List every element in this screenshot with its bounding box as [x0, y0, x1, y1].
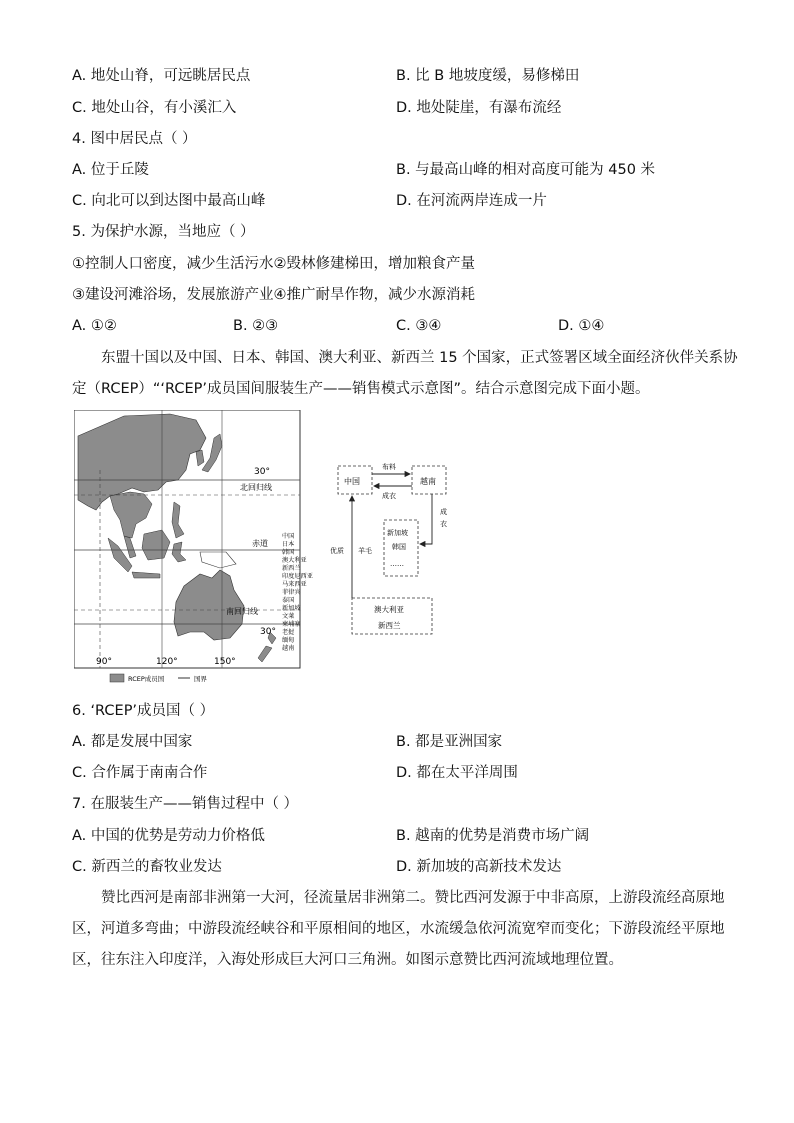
q6-option-d: D. 都在太平洋周围: [396, 765, 518, 781]
quality-label: 优质: [330, 547, 344, 555]
country-name: 老挝: [282, 629, 295, 636]
china-label: 中国: [344, 477, 360, 486]
q4-option-c: C. 向北可以到达图中最高山峰: [72, 193, 266, 209]
q5-stem: 5. 为保护水源，当地应（ ）: [72, 224, 255, 240]
country-name: 马来西亚: [282, 581, 307, 588]
label-tropic-capricorn: 南回归线: [226, 607, 258, 616]
label-lon-120: 120°: [156, 657, 178, 667]
label-lat-30n: 30°: [254, 467, 270, 477]
wool-label: 羊毛: [358, 547, 372, 555]
country-name: 菲律宾: [282, 589, 301, 596]
q6-stem: 6. ‘RCEP’成员国（ ）: [72, 703, 215, 719]
country-name: 新西兰: [282, 565, 301, 572]
legend-member-swatch: [110, 674, 124, 682]
garment-label-1: 成衣: [382, 492, 396, 500]
flow-diagram: [330, 462, 447, 634]
q4-option-a: A. 位于丘陵: [72, 162, 149, 178]
australia-label: 澳大利亚: [374, 605, 404, 614]
country-name: 泰国: [282, 597, 295, 604]
q4-option-b: B. 与最高山峰的相对高度可能为 450 米: [396, 162, 656, 178]
q3-option-b: B. 比 B 地坡度缓，易修梯田: [396, 68, 580, 84]
passage2-line3: 区，往东注入印度洋，入海处形成巨大河口三角洲。如图示意赞比西河流域地理位置。: [72, 952, 623, 968]
q6-option-a: A. 都是发展中国家: [72, 734, 193, 750]
q4-option-d: D. 在河流两岸连成一片: [396, 193, 547, 209]
q6-option-c: C. 合作属于南南合作: [72, 765, 208, 781]
newzealand-label: 新西兰: [378, 621, 401, 630]
q7-option-d: D. 新加坡的高新技术发达: [396, 859, 562, 875]
country-name: 柬埔寨: [282, 621, 301, 628]
label-lat-30s: 30°: [260, 627, 276, 637]
passage1-line2: 定（RCEP）“‘RCEP’成员国间服装生产——销售模式示意图”。结合示意图完成下面小题。: [72, 381, 650, 397]
passage1-line1: 东盟十国以及中国、日本、韩国、澳大利亚、新西兰 15 个国家，正式签署区域全面经济伙伴关系协: [101, 350, 738, 366]
legend-member-label: RCEP成员国: [128, 675, 165, 683]
country-name: 日本: [282, 541, 295, 548]
garment-label-2b: 衣: [440, 520, 447, 528]
label-tropic-cancer: 北回归线: [240, 483, 272, 492]
country-name: 印度尼西亚: [282, 573, 313, 580]
passage2-line2: 区，河道多弯曲；中游段流经峡谷和平原相间的地区，水流缓急依河流宽窄而变化；下游段流经平原地: [72, 921, 725, 937]
q7-option-a: A. 中国的优势是劳动力价格低: [72, 828, 265, 844]
legend-border-label: 国界: [194, 675, 207, 683]
rcep-map: [74, 410, 313, 683]
q5-statement-2: ③建设河滩浴场，发展旅游产业④推广耐旱作物，减少水源消耗: [72, 287, 475, 303]
country-name: 韩国: [282, 549, 295, 556]
passage2-line1: 赞比西河是南部非洲第一大河，径流量居非洲第二。赞比西河发源于中非高原，上游段流经高原地: [101, 890, 725, 906]
vietnam-label: 越南: [420, 477, 436, 486]
q7-option-b: B. 越南的优势是消费市场广阔: [396, 828, 590, 844]
q5-option-a: A. ①②: [72, 318, 117, 334]
korea-label: 韩国: [392, 543, 406, 551]
q5-option-b: B. ②③: [233, 318, 279, 334]
q4-stem: 4. 图中居民点（ ）: [72, 131, 197, 147]
country-name: 中国: [282, 533, 295, 540]
country-name: 文莱: [282, 613, 295, 620]
rcep-figure: [74, 410, 634, 690]
country-name: 越南: [282, 645, 295, 652]
garment-label-2a: 成: [440, 508, 447, 516]
q7-option-c: C. 新西兰的畜牧业发达: [72, 859, 222, 875]
q5-statement-1: ①控制人口密度，减少生活污水②毁林修建梯田，增加粮食产量: [72, 256, 475, 272]
q6-option-b: B. 都是亚洲国家: [396, 734, 503, 750]
q7-stem: 7. 在服装生产——销售过程中（ ）: [72, 796, 299, 812]
singapore-label: 新加坡: [387, 529, 408, 537]
q5-option-d: D. ①④: [558, 318, 605, 334]
more-countries: ……: [390, 560, 404, 568]
country-name: 缅甸: [282, 637, 295, 644]
label-lon-90: 90°: [96, 657, 112, 667]
country-name: 澳大利亚: [282, 557, 307, 564]
label-lon-150: 150°: [214, 657, 236, 667]
garment-arrow-to-singapore: [420, 494, 432, 544]
q3-option-a: A. 地处山脊，可远眺居民点: [72, 68, 251, 84]
fabric-label: 布料: [382, 463, 396, 471]
q3-option-d: D. 地处陡崖，有瀑布流经: [396, 100, 562, 116]
q3-option-c: C. 地处山谷，有小溪汇入: [72, 100, 237, 116]
q5-option-c: C. ③④: [396, 318, 442, 334]
label-equator: 赤道: [252, 539, 268, 548]
country-name: 新加坡: [282, 605, 301, 612]
